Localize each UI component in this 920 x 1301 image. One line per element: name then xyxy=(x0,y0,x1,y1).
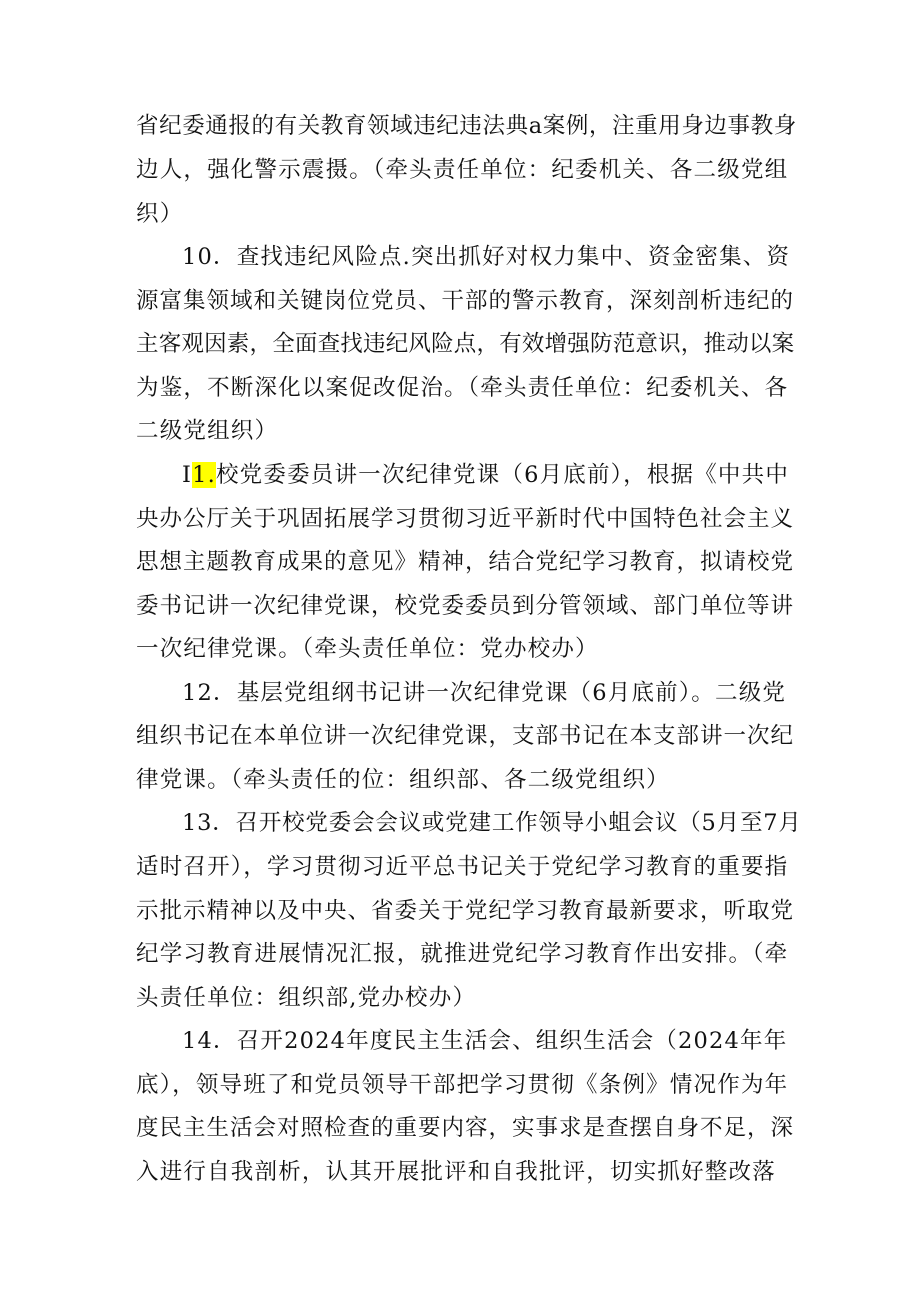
item-11-line-1 xyxy=(182,460,802,490)
item-13-line-3: 示批示精神以及中央、省委关于党纪学习教育最新要求，听取党 xyxy=(136,898,795,924)
item-10-line-5: 二级党组织） xyxy=(136,418,279,444)
item-13-line-4: 纪学习教育进展情况汇报，就推进党纪学习教育作出安排。（牵 xyxy=(136,941,789,967)
item-13-line-5: 头责任单位：组织部,党办校办） xyxy=(136,985,477,1011)
item-12-line-2: 组织书记在本单位讲一次纪律党课，支部书记在本支部讲一次纪 xyxy=(136,723,795,749)
item-10-line-1: 10．查找违纪风险点.突出抓好对权力集中、资金密集、资 xyxy=(182,244,791,270)
item-11-line-3: 思想主题教育成果的意见》精神，结合党纪学习教育，拟请校党 xyxy=(136,549,795,575)
item-11-line-2: 央办公厅关于巩固拓展学习贯彻习近平新时代中国特色社会主义 xyxy=(136,506,795,532)
paragraph-1-line-1: 省纪委通报的有关教育领域违纪违法典a案例，注重用身边事教身 xyxy=(136,113,797,139)
item-11-text: 校党委委员讲一次纪律党课（6月底前），根据《中共中 xyxy=(215,462,790,488)
item-14-line-1: 14．召开2024年度民主生活会、组织生活会（2024年年 xyxy=(182,1028,788,1054)
item-11-line-5: 一次纪律党课。（牵头责任单位：党办校办） xyxy=(136,636,599,662)
item-11-prefix: I xyxy=(182,462,193,488)
item-12-line-1: 12．基层党组纲书记讲一次纪律党课（6月底前）。二级党 xyxy=(182,680,787,706)
item-11-line-4: 委书记讲一次纪律党课，校党委委员到分管领域、部门单位等讲 xyxy=(136,593,795,619)
item-14-line-4: 入进行自我剖析，认其开展批评和自我批评，切实抓好整改落 xyxy=(136,1159,776,1185)
item-14-line-2: 底），领导班了和党员领导干部把学习贯彻《条例》情况作为年 xyxy=(136,1072,789,1098)
item-10-line-2: 源富集领域和关键岗位党员、干部的警示教育，深刻剖析违纪的 xyxy=(136,288,795,314)
item-10-line-4: 为鉴，不断深化以案促改促治。（牵头责任单位：纪委机关、各 xyxy=(136,375,789,401)
item-12-line-3: 律党课。（牵头责任的位：组织部、各二级党组织） xyxy=(136,767,670,793)
item-14-line-3: 度民主生活会对照检查的重要内容，实事求是查摆自身不足，深 xyxy=(136,1115,795,1141)
item-13-line-1: 13．召开校党委会会议或党建工作领导小蛆会议（5月至7月 xyxy=(182,810,802,836)
item-13-line-2: 适时召开），学习贯彻习近平总书记关于党纪学习教育的重要指 xyxy=(136,854,789,880)
item-10-line-3: 主客观因素，全面查找违纪风险点，有效增强防范意识，推动以案 xyxy=(136,331,795,357)
paragraph-1-line-3: 织） xyxy=(136,201,184,227)
paragraph-1-line-2: 边人，强化警示震摄。（牵头责任单位：纪委机关、各二级党组 xyxy=(136,157,789,183)
highlighted-text: 1. xyxy=(192,462,216,488)
